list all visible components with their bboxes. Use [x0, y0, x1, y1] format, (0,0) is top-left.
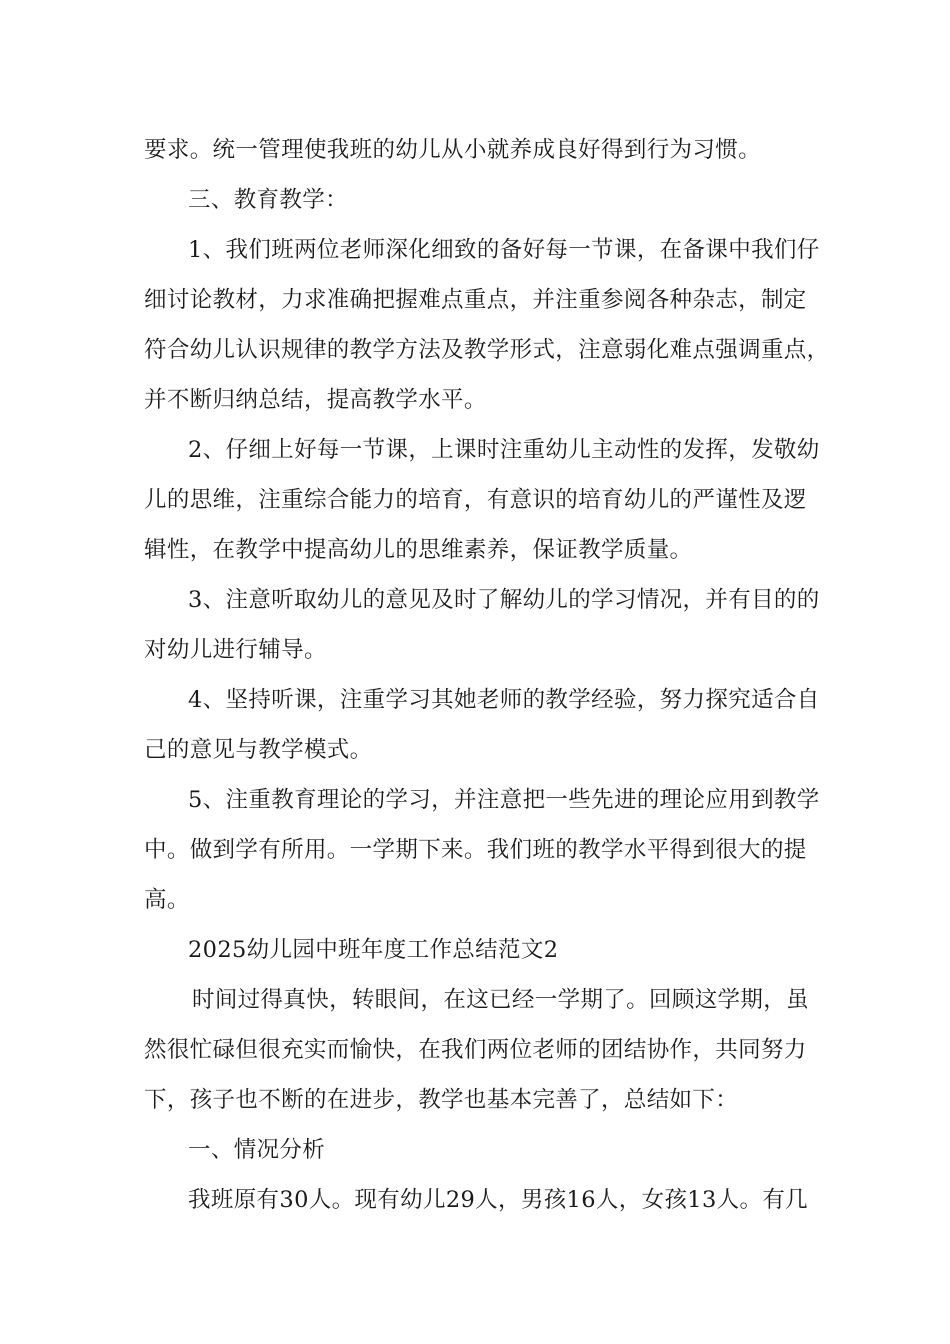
paragraph-line: 儿的思维，注重综合能力的培育，有意识的培育幼儿的严谨性及逻: [144, 487, 807, 513]
paragraph-line: 对幼儿进行辅导。: [144, 637, 327, 663]
section-heading: 一、情况分析: [188, 1137, 326, 1163]
paragraph-line: 并不断归纳总结，提高教学水平。: [144, 387, 487, 413]
paragraph-line: 然很忙碌但很充实而愉快，在我们两位老师的团结协作，共同努力: [144, 1037, 807, 1063]
paragraph-line: 己的意见与教学模式。: [144, 737, 373, 763]
paragraph-line: 辑性，在教学中提高幼儿的思维素养，保证教学质量。: [144, 537, 693, 563]
paragraph-line: 5、注重教育理论的学习，并注意把一些先进的理论应用到教学: [188, 787, 820, 813]
article-title: 2025幼儿园中班年度工作总结范文2: [188, 937, 559, 963]
paragraph-line: 细讨论教材，力求准确把握难点重点，并注重参阅各种杂志，制定: [144, 287, 807, 313]
paragraph-line: 下，孩子也不断的在进步，教学也基本完善了，总结如下：: [144, 1087, 739, 1113]
paragraph-line: 3、注意听取幼儿的意见及时了解幼儿的学习情况，并有目的的: [188, 587, 820, 613]
paragraph-line: 符合幼儿认识规律的教学方法及教学形式，注意弱化难点强调重点，: [144, 337, 830, 363]
paragraph-line: 时间过得真快，转眼间，在这已经一学期了。回顾这学期，虽: [192, 987, 809, 1013]
paragraph-line: 要求。统一管理使我班的幼儿从小就养成良好得到行为习惯。: [144, 137, 761, 163]
section-heading: 三、教育教学：: [188, 187, 348, 213]
paragraph-line: 2、仔细上好每一节课，上课时注重幼儿主动性的发挥，发敬幼: [188, 437, 820, 463]
paragraph-line: 高。: [144, 887, 190, 913]
paragraph-line: 中。做到学有所用。一学期下来。我们班的教学水平得到很大的提: [144, 837, 807, 863]
paragraph-line: 1、我们班两位老师深化细致的备好每一节课，在备课中我们仔: [188, 237, 820, 263]
paragraph-line: 4、坚持听课，注重学习其她老师的教学经验，努力探究适合自: [188, 687, 820, 713]
paragraph-line: 我班原有30人。现有幼儿29人，男孩16人，女孩13人。有几: [188, 1187, 809, 1213]
